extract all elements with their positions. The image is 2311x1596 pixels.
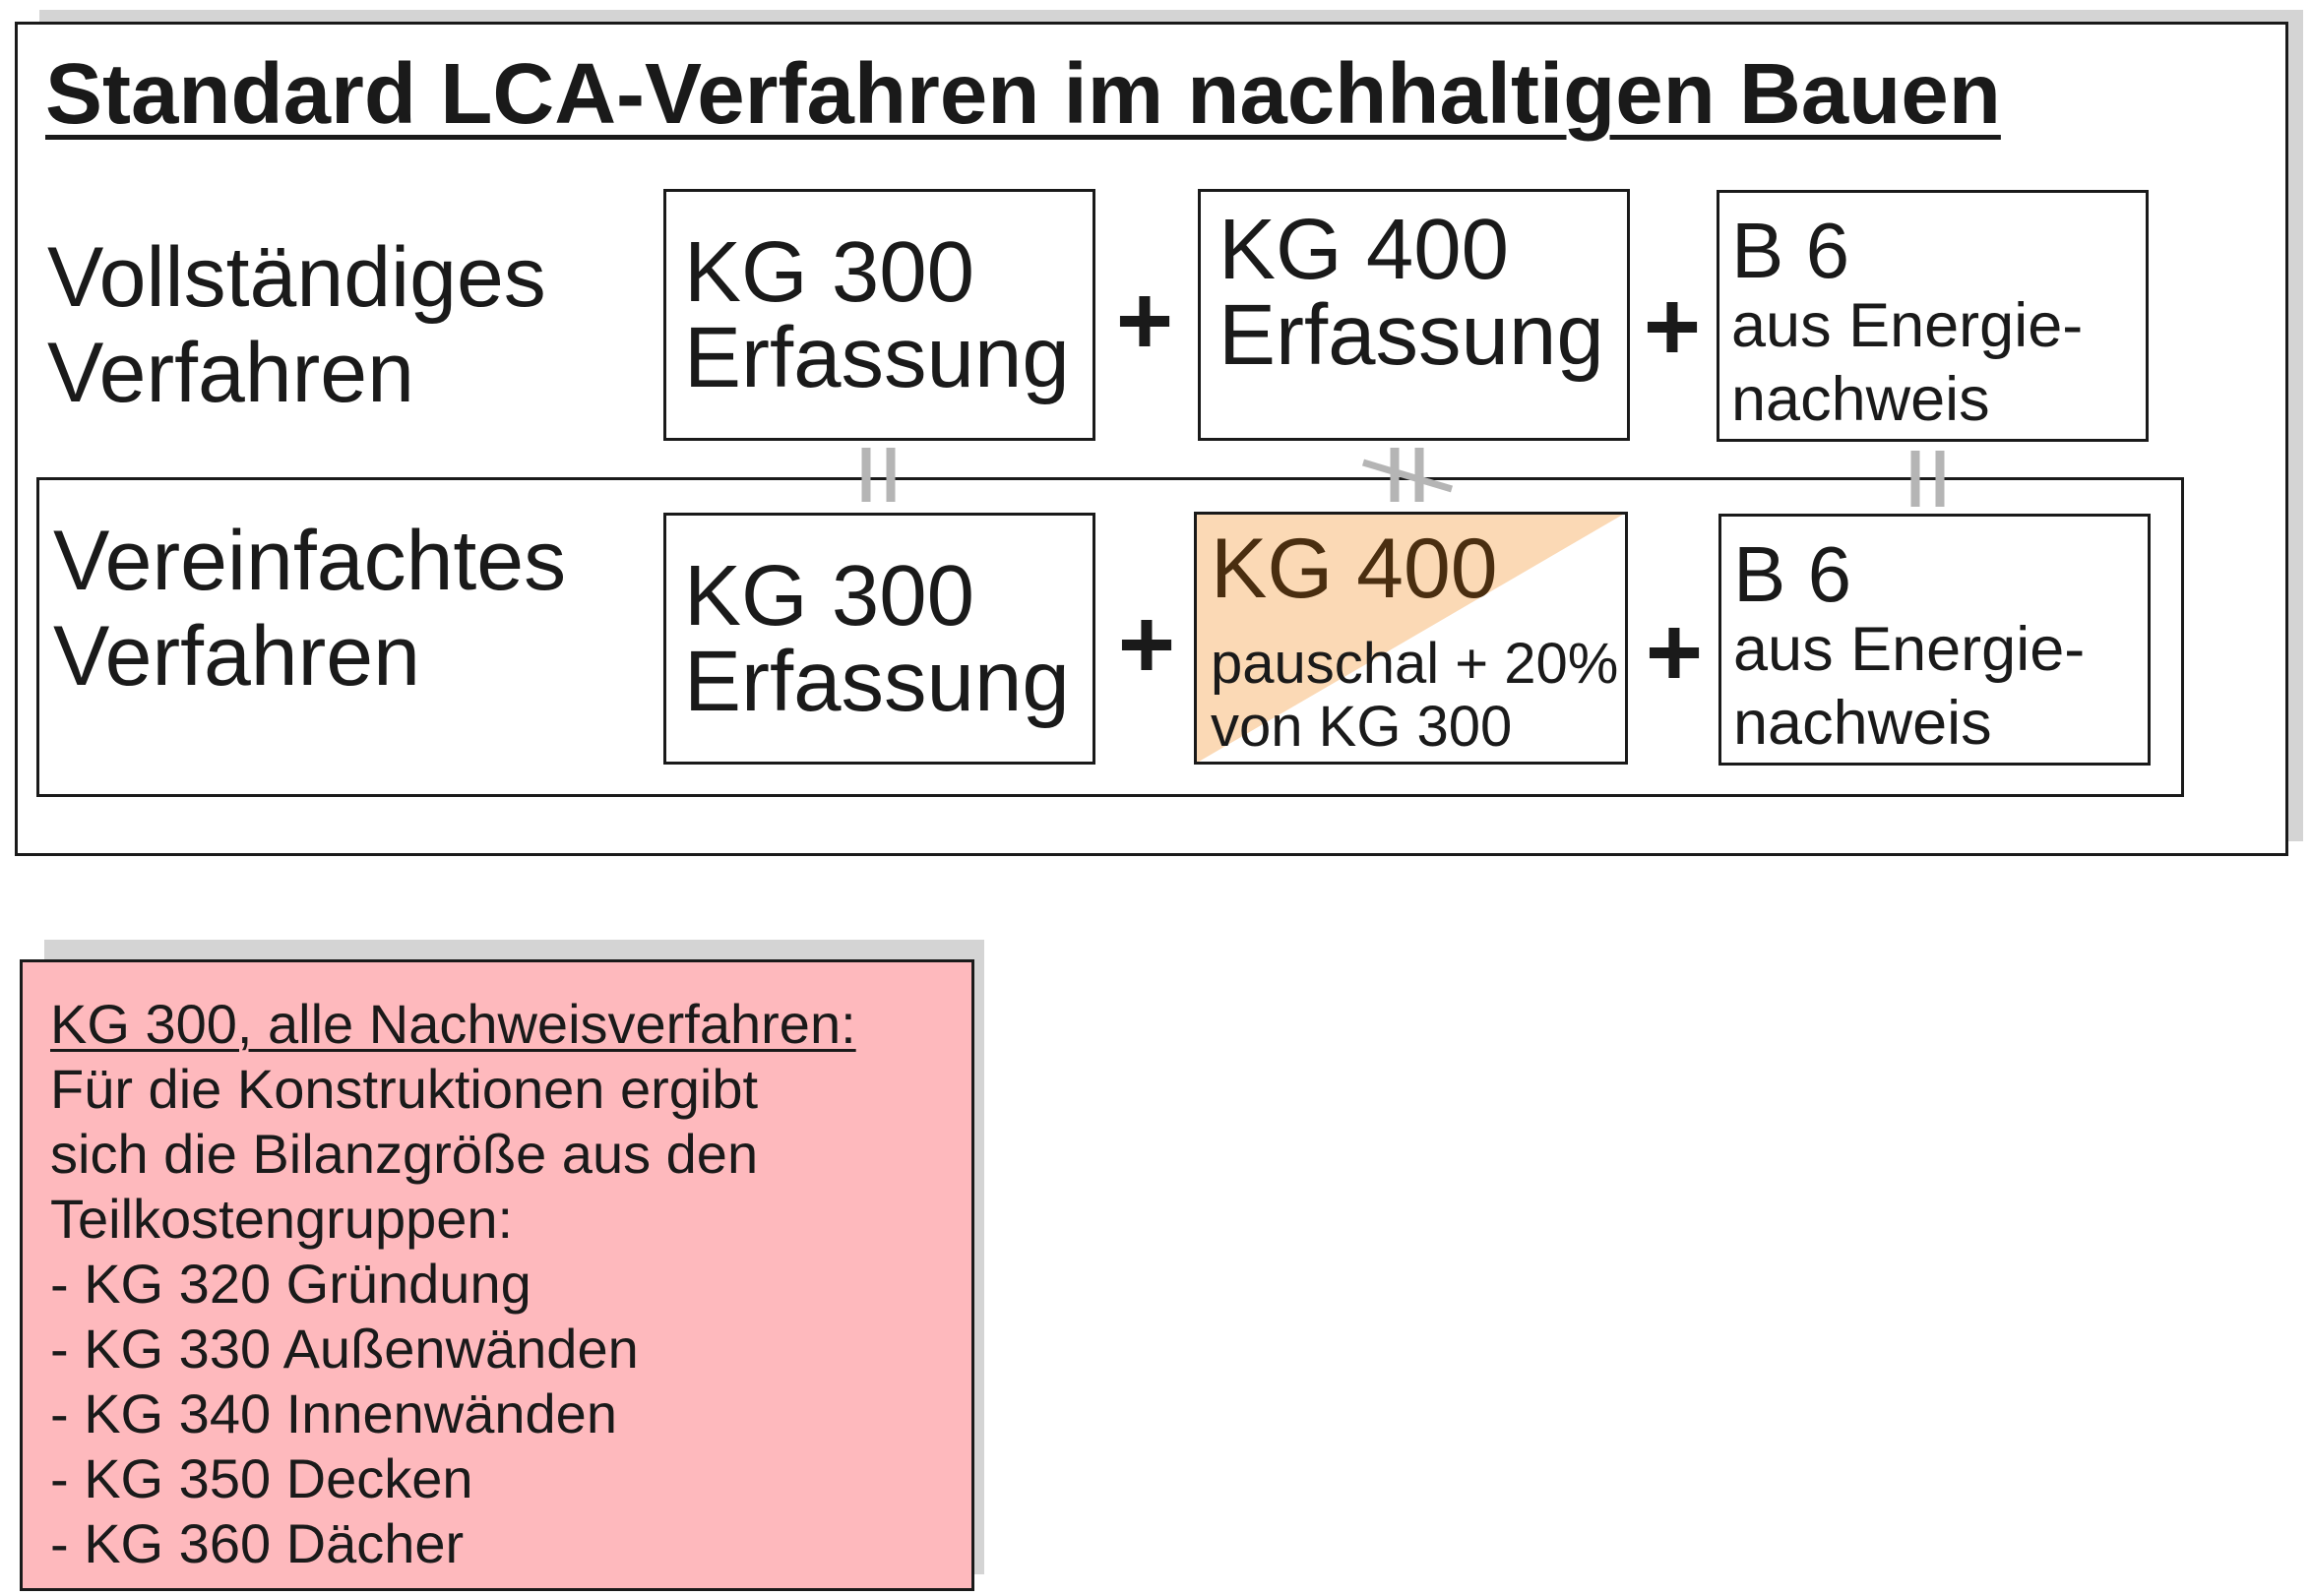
full-plus-2: + — [1643, 272, 1702, 382]
page-title: Standard LCA-Verfahren im nachhaltigen Bauen — [45, 46, 2001, 142]
note-line: sich die Bilanzgröße aus den — [50, 1123, 759, 1185]
simplified-kg300-subtitle: Erfassung — [684, 634, 1070, 729]
note-line: - KG 360 Dächer — [50, 1512, 465, 1574]
full-kg400-title: KG 400 — [1218, 202, 1510, 297]
simplified-b6-box — [1718, 514, 2151, 766]
full-kg400-box — [1198, 189, 1630, 441]
simplified-b6-line2: aus Energie- — [1733, 615, 2086, 684]
row-label-simplified-line2: Verfahren — [53, 609, 420, 704]
simplified-b6-line3: nachweis — [1733, 689, 1992, 758]
full-plus-1: + — [1115, 266, 1174, 376]
note-line: - KG 320 Gründung — [50, 1253, 531, 1315]
full-b6-title: B 6 — [1731, 207, 1850, 294]
simplified-kg300-box — [663, 513, 1095, 765]
note-line: - KG 350 Decken — [50, 1447, 473, 1509]
simplified-kg400-line2: pauschal + 20% — [1211, 632, 1619, 696]
simplified-plus-1: + — [1117, 589, 1176, 700]
row-label-full — [47, 230, 546, 421]
note-panel — [20, 959, 974, 1591]
row-label-simplified — [53, 514, 566, 705]
simplified-kg300-title: KG 300 — [684, 548, 975, 644]
note-line: - KG 330 Außenwänden — [50, 1318, 639, 1380]
simplified-kg400-title: KG 400 — [1211, 522, 1498, 616]
note-line: Teilkostengruppen: — [50, 1188, 514, 1250]
note-line: - KG 340 Innenwänden — [50, 1382, 617, 1444]
simplified-kg400-box — [1194, 512, 1628, 765]
full-b6-line3: nachweis — [1731, 365, 1990, 434]
full-kg300-box — [663, 189, 1095, 441]
full-b6-box — [1717, 190, 2149, 442]
simplified-kg400-line3: von KG 300 — [1211, 695, 1513, 759]
full-kg300-subtitle: Erfassung — [684, 310, 1070, 405]
full-kg400-subtitle: Erfassung — [1218, 287, 1604, 383]
note-line: Für die Konstruktionen ergibt — [50, 1058, 759, 1120]
note-heading: KG 300, alle Nachweisverfahren: — [50, 993, 856, 1055]
simplified-plus-2: + — [1645, 597, 1704, 707]
row-label-full-line2: Verfahren — [47, 326, 414, 420]
row-label-simplified-line1: Vereinfachtes — [53, 514, 567, 608]
simplified-b6-title: B 6 — [1733, 530, 1852, 618]
full-b6-line2: aus Energie- — [1731, 291, 2084, 360]
row-label-full-line1: Vollständiges — [47, 230, 546, 325]
full-kg300-title: KG 300 — [684, 224, 975, 320]
